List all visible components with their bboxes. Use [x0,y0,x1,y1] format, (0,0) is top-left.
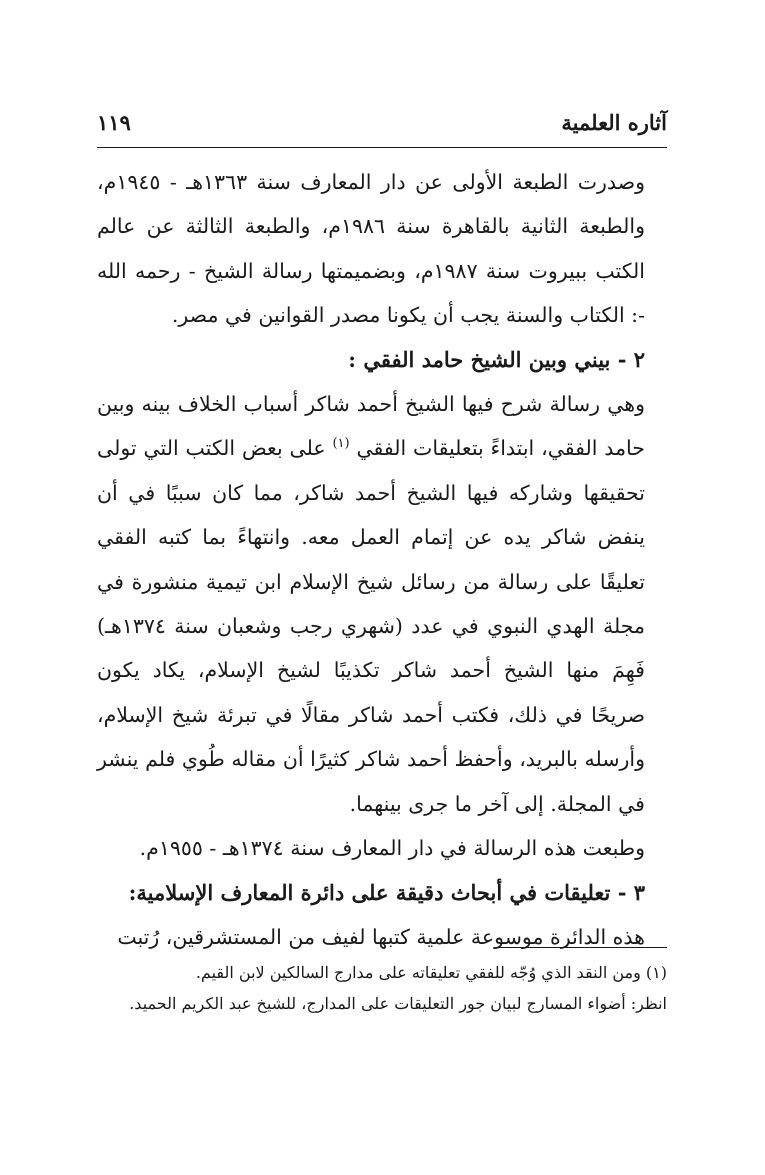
main-text [97,160,667,959]
paragraph-editions: وصدرت الطبعة الأولى عن دار المعارف سنة ١٣٦٣هـ - ١٩٤٥م، والطبعة الثانية بالقاهرة سنة ١٩٨٦م، والطبعة الثالثة عن عالم الكتب ببيروت سنة ١٩٨٧م، وبضميمتها رسالة الشيخ - رحمه الله -: الكتاب والسنة يجب أن يكونا مصدر القوانين في مصر. [97,170,645,328]
paragraph-publication: وطبعت هذه الرسالة في دار المعارف سنة ١٣٧٤هـ - ١٩٥٥م. [139,836,645,861]
page-number: ١١٩ [97,110,131,135]
section-heading-2: ٢ - بيني وبين الشيخ حامد الفقي : [348,346,645,372]
footnotes [97,957,667,1019]
paragraph-dispute [97,382,667,826]
footnote-reference[interactable]: (١) [332,436,350,452]
paragraph-dispute-part1: وهي رسالة شرح فيها الشيخ أحمد شاكر أسباب الخلاف بينه وبين حامد الفقي، ابتداءً بتعليقات الفقي [97,392,645,461]
page-header [97,104,667,144]
footnote-1: (١) ومن النقد الذي وُجّه للفقي تعليقاته على مدارج السالكين لابن القيم. [195,963,667,982]
running-title: آثاره العلمية [561,110,667,135]
paragraph-dispute-part2: على بعض الكتب التي تولى تحقيقها وشاركه فيها الشيخ أحمد شاكر، مما كان سببًا في أن ينفض شاكر يده عن إتمام العمل معه. وانتهاءً بما كتبه الفقي تعليقًا على رسالة من رسائل شيخ الإسلام ابن تيمية منشورة في مجلة الهدي النبوي في عدد (شهري رجب وشعبان سنة ١٣٧٤هـ) فَهِمَ منها الشيخ أحمد شاكر تكذيبًا لشيخ الإسلام، يكاد يكون صريحًا في ذلك، فكتب أحمد شاكر مقالًا في تبرئة شيخ الإسلام، وأرسله بالبريد، وأحفظ أحمد شاكر كثيرًا أن مقاله طُوي فلم ينشر في المجلة. إلى آخر ما جرى بينهما. [97,436,645,816]
header-divider [97,147,667,148]
footnote-1-continued: انظر: أضواء المسارج لبيان جور التعليقات على المدارج، للشيخ عبد الكريم الحميد. [129,994,667,1013]
footnote-divider [497,947,667,948]
paragraph-encyclopedia: هذه الدائرة موسوعة علمية كتبها لفيف من المستشرقين، رُتبت [117,924,645,949]
section-heading-3: ٣ - تعليقات في أبحاث دقيقة على دائرة المعارف الإسلامية: [128,879,645,905]
